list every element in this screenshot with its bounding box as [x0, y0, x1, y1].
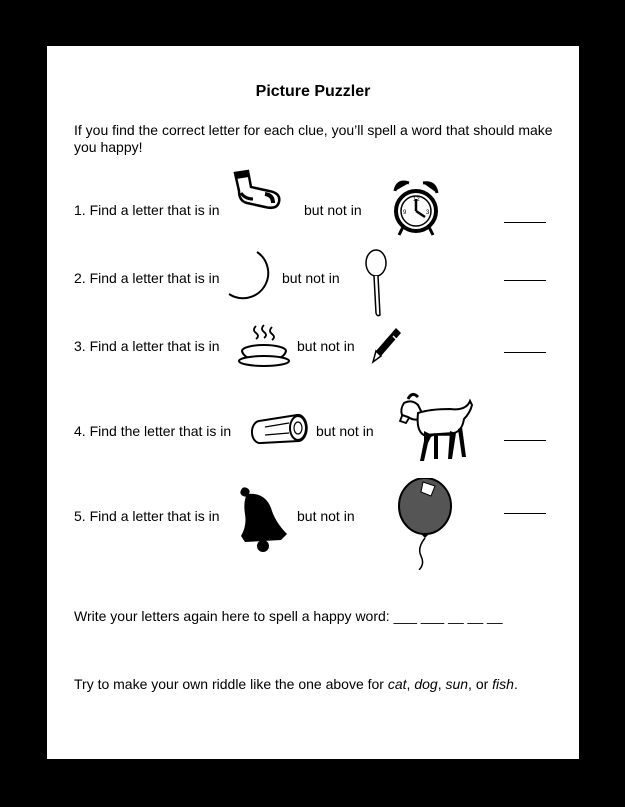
riddle-word-sun: sun [445, 676, 469, 692]
riddle-word-cat: cat [387, 676, 407, 692]
try-prefix: Try to make your own riddle like the one above for [74, 676, 388, 692]
riddle-word-fish: fish [492, 676, 514, 692]
period: . [513, 676, 518, 692]
spoon-icon [361, 249, 391, 319]
moon-icon [227, 250, 273, 302]
clue-4-middle: but not in [316, 423, 374, 439]
write-letters-line [74, 608, 503, 624]
answer-blank-4[interactable] [504, 440, 546, 441]
svg-text:9: 9 [403, 210, 407, 216]
clue-2-middle: but not in [282, 270, 340, 286]
answer-blank-2[interactable] [504, 280, 546, 281]
svg-text:3: 3 [426, 210, 430, 216]
worksheet-page [47, 46, 579, 759]
answer-blank-5[interactable] [504, 513, 546, 514]
sock-icon [231, 169, 284, 211]
clue-3-prefix: 3. Find a letter that is in [74, 338, 220, 354]
write-prompt: Write your letters again here to spell a happy word: [74, 608, 390, 624]
clue-1-middle: but not in [304, 202, 362, 218]
clue-1-prefix: 1. Find a letter that is in [74, 202, 220, 218]
pen-icon [371, 326, 403, 364]
clue-2-prefix: 2. Find a letter that is in [74, 270, 220, 286]
separator: , [437, 676, 446, 692]
pie-icon [238, 324, 291, 368]
riddle-word-dog: dog [414, 676, 438, 692]
separator: , or [468, 676, 493, 692]
balloon-icon [395, 478, 455, 570]
answer-blank-1[interactable] [504, 222, 546, 223]
intro-text: If you find the correct letter for each clue, you’ll spell a word that should make you happy! [74, 122, 553, 155]
bell-icon [235, 486, 289, 554]
goat-icon [390, 391, 474, 464]
clue-5-prefix: 5. Find a letter that is in [74, 508, 220, 524]
alarm-clock-icon [387, 177, 443, 239]
answer-blank-3[interactable] [504, 352, 546, 353]
page-title: Picture Puzzler [255, 83, 371, 100]
log-icon [251, 413, 308, 445]
word-answer-blanks[interactable]: ___ ___ __ __ __ [393, 608, 503, 624]
clue-3-middle: but not in [297, 338, 355, 354]
make-your-own-riddle-text [74, 676, 518, 692]
svg-text:12: 12 [413, 197, 420, 203]
clue-4-prefix: 4. Find the letter that is in [74, 423, 232, 439]
separator: , [406, 676, 415, 692]
clue-5-middle: but not in [297, 508, 355, 524]
